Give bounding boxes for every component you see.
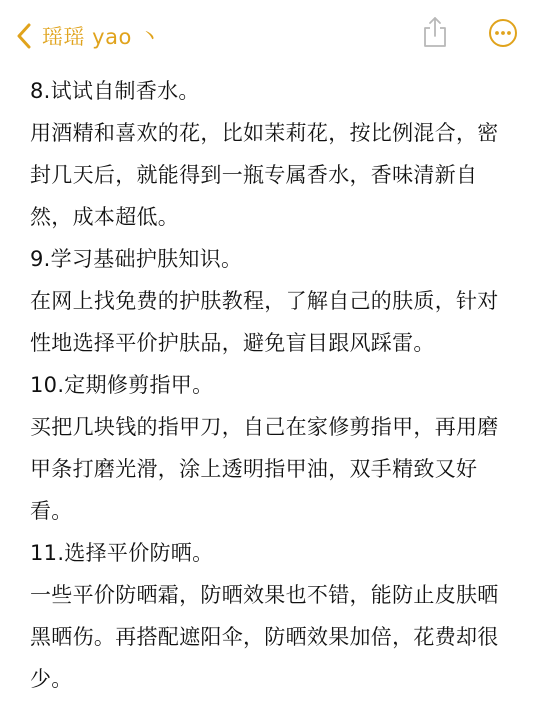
note-text-line: 用酒精和喜欢的花，比如茉莉花，按比例混合，密 xyxy=(30,121,499,145)
note-text-line: 少。 xyxy=(30,667,73,691)
note-text-line: 性地选择平价护肤品，避免盲目跟风踩雷。 xyxy=(30,331,435,355)
note-text-line: 9.学习基础护肤知识。 xyxy=(30,247,243,271)
note-body[interactable] xyxy=(30,70,516,700)
note-text-line: 封几天后，就能得到一瓶专属香水，香味清新自 xyxy=(30,163,478,187)
back-button-label: 瑶瑶 yao 丶 xyxy=(42,25,161,49)
navigation-bar xyxy=(0,0,540,72)
note-text-line: 一些平价防晒霜，防晒效果也不错，能防止皮肤晒 xyxy=(30,583,499,607)
note-text-line: 10.定期修剪指甲。 xyxy=(30,373,214,397)
note-text-line: 在网上找免费的护肤教程，了解自己的肤质，针对 xyxy=(30,289,499,313)
share-button[interactable] xyxy=(420,16,450,52)
note-text-line: 黑晒伤。再搭配遮阳伞，防晒效果加倍，花费却很 xyxy=(30,625,499,649)
share-icon xyxy=(422,16,448,52)
more-circle-icon xyxy=(488,18,518,52)
note-text-line: 11.选择平价防晒。 xyxy=(30,541,214,565)
note-text-line: 8.试试自制香水。 xyxy=(30,79,200,103)
back-button[interactable] xyxy=(12,18,161,54)
more-button[interactable] xyxy=(488,20,518,50)
note-text-line: 买把几块钱的指甲刀，自己在家修剪指甲，再用磨 xyxy=(30,415,499,439)
note-text-line: 甲条打磨光滑，涂上透明指甲油，双手精致又好 xyxy=(30,457,478,481)
note-text-line: 然，成本超低。 xyxy=(30,205,180,229)
chevron-left-icon xyxy=(12,21,36,51)
note-text-line: 看。 xyxy=(30,499,73,523)
